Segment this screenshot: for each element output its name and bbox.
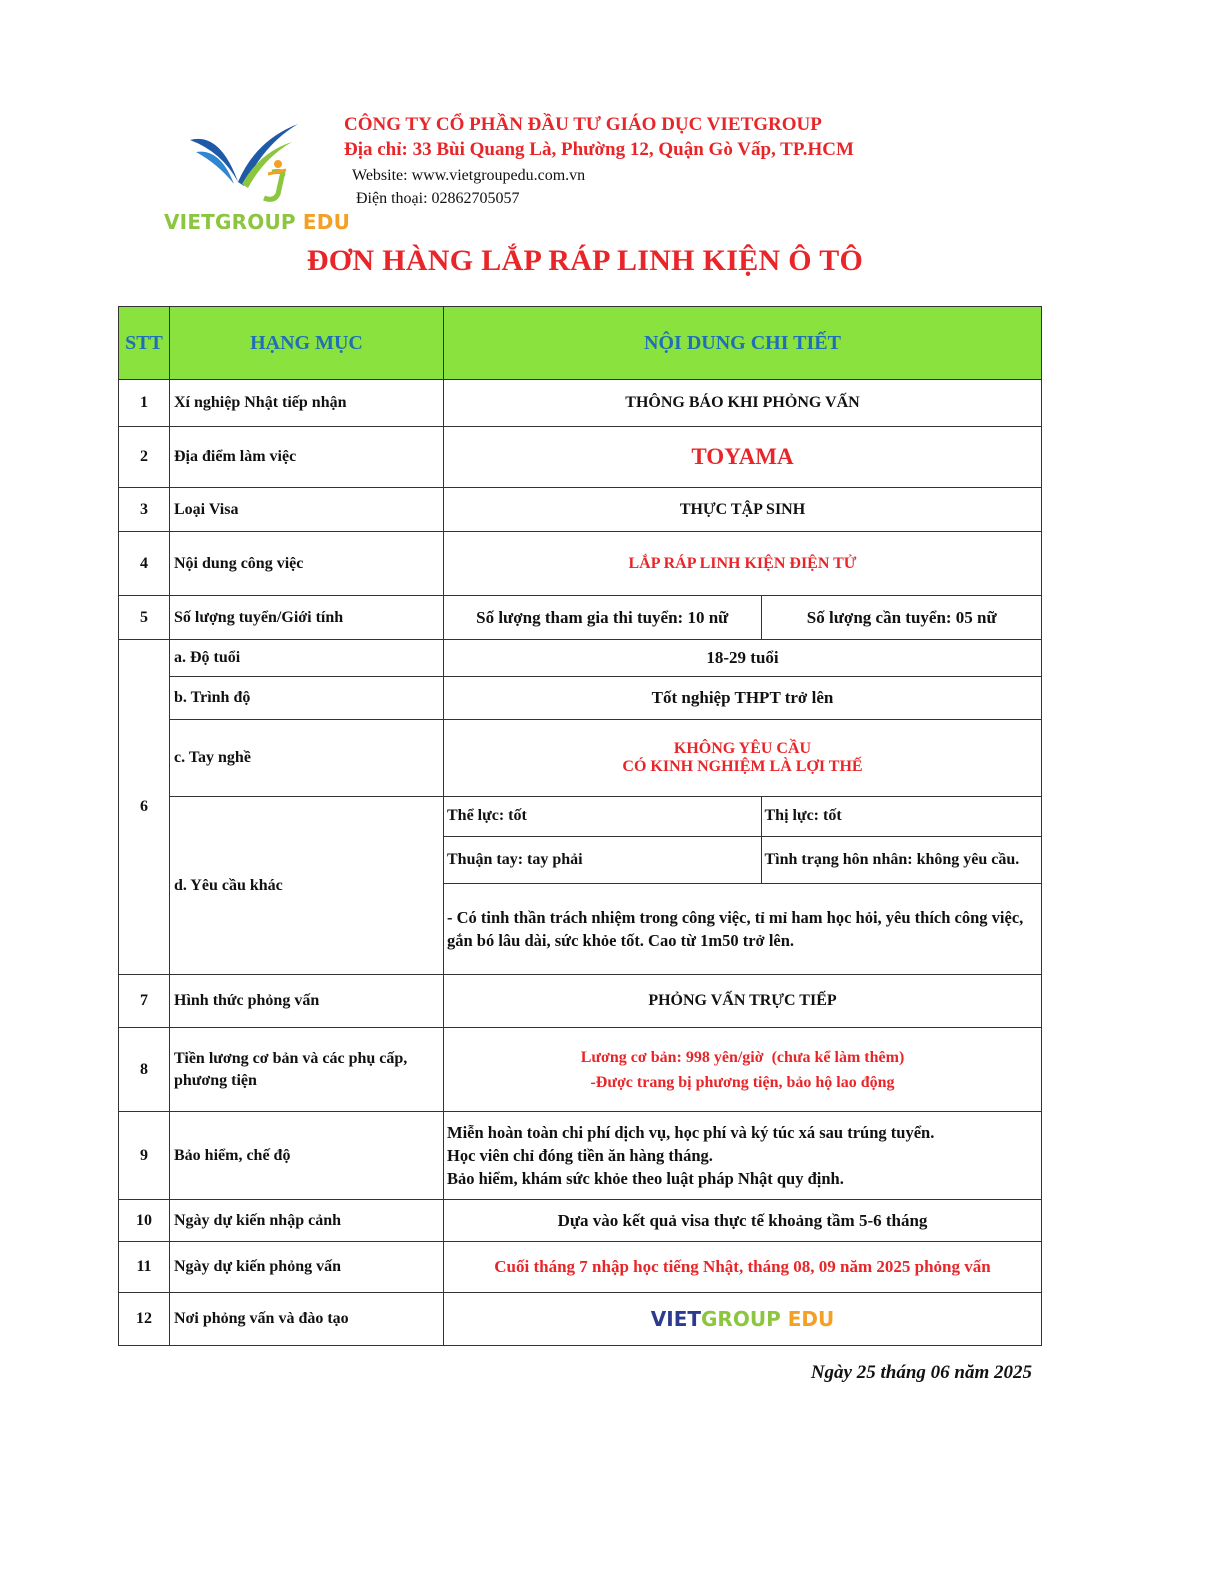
header-stt: STT: [119, 307, 170, 380]
row-number: 10: [119, 1200, 170, 1242]
salary-value: [444, 1028, 1042, 1112]
vision-requirement: Thị lực: tốt: [761, 797, 1042, 836]
handedness-requirement: Thuận tay: tay phải: [444, 836, 761, 883]
row-value: PHỎNG VẤN TRỰC TIẾP: [444, 975, 1042, 1028]
insurance-line: Miễn hoàn toàn chi phí dịch vụ, học phí và ký túc xá sau trúng tuyển.: [447, 1123, 935, 1142]
education-label: b. Trình độ: [170, 677, 444, 720]
row-label: Nội dung công việc: [170, 532, 444, 596]
company-name: CÔNG TY CỔ PHẦN ĐẦU TƯ GIÁO DỤC VIETGROUP: [344, 114, 822, 135]
skill-value-line: CÓ KINH NGHIỆM LÀ LỢI THẾ: [622, 758, 863, 775]
table-row: [119, 1242, 1042, 1293]
equipment-line: -Được trang bị phương tiện, bảo hộ lao động: [590, 1073, 895, 1091]
table-header-row: [119, 307, 1042, 380]
table-row: [119, 975, 1042, 1028]
row-label: Địa điểm làm việc: [170, 427, 444, 488]
row-value: THÔNG BÁO KHI PHỎNG VẤN: [444, 380, 1042, 427]
row-label: Loại Visa: [170, 488, 444, 532]
brand-logo-text: [444, 1293, 1042, 1346]
company-logo: [160, 112, 351, 234]
other-requirements-label: d. Yêu cầu khác: [170, 797, 444, 975]
row-number: 9: [119, 1112, 170, 1200]
table-row: [119, 488, 1042, 532]
hire-count: Số lượng cần tuyển: 05 nữ: [806, 607, 997, 627]
brand-viet: VIET: [650, 1307, 702, 1331]
row-number: 11: [119, 1242, 170, 1293]
table-row: [119, 532, 1042, 596]
row-label: Ngày dự kiến phỏng vấn: [170, 1242, 444, 1293]
table-row: [119, 797, 1042, 975]
row-value: THỰC TẬP SINH: [444, 488, 1042, 532]
marital-requirement: Tình trạng hôn nhân: không yêu cầu.: [761, 836, 1042, 883]
table-row: [119, 677, 1042, 720]
logo-text-edu: EDU: [295, 210, 351, 234]
company-phone: Điện thoại: 02862705057: [356, 190, 520, 207]
table-row: [119, 720, 1042, 797]
table-row: [119, 1112, 1042, 1200]
job-order-table: [118, 306, 1042, 1346]
education-value: Tốt nghiệp THPT trở lên: [444, 677, 1042, 720]
row-label: Hình thức phỏng vấn: [170, 975, 444, 1028]
row-label: Số lượng tuyển/Giới tính: [170, 596, 444, 640]
row-label: Xí nghiệp Nhật tiếp nhận: [170, 380, 444, 427]
logo-mark: [160, 112, 340, 202]
skill-value-line: KHÔNG YÊU CẦU: [673, 740, 812, 757]
table-row: [119, 640, 1042, 677]
table-row: [119, 427, 1042, 488]
row-number: 8: [119, 1028, 170, 1112]
physical-requirement: Thể lực: tốt: [444, 797, 761, 836]
row-number: 7: [119, 975, 170, 1028]
applicants-count: Số lượng tham gia thi tuyển: 10 nữ: [444, 596, 761, 639]
row-number: 4: [119, 532, 170, 596]
salary-line: Lương cơ bản: 998 yên/giờ (chưa kể làm thêm): [580, 1048, 905, 1066]
header-category: HẠNG MỤC: [170, 307, 444, 380]
row-label: Tiền lương cơ bản và các phụ cấp, phương tiện: [170, 1028, 444, 1112]
insurance-line: Bảo hiểm, khám sức khỏe theo luật pháp Nhật quy định.: [447, 1169, 844, 1188]
other-requirement-text: - Có tinh thần trách nhiệm trong công việc, tỉ mỉ ham học hỏi, yêu thích công việc, gắn bó lâu dài, sức khỏe tốt. Cao từ 1m50 trở lên.: [447, 907, 1024, 950]
table-row: [119, 596, 1042, 640]
other-requirements: [444, 797, 1042, 975]
table-row: [119, 380, 1042, 427]
row-value: LẮP RÁP LINH KIỆN ĐIỆN TỬ: [444, 532, 1042, 596]
brand-group: GROUP: [701, 1307, 781, 1331]
row-value-split: [444, 596, 1042, 640]
skill-value: [444, 720, 1042, 797]
insurance-line: Học viên chỉ đóng tiền ăn hàng tháng.: [447, 1146, 713, 1165]
table-row: [119, 1293, 1042, 1346]
logo-text-vietgroup: VIETGROUP: [164, 210, 296, 234]
brand-edu: EDU: [780, 1307, 835, 1331]
table-row: [119, 1200, 1042, 1242]
row-number: 5: [119, 596, 170, 640]
insurance-value: [444, 1112, 1042, 1200]
age-value: 18-29 tuổi: [444, 640, 1042, 677]
age-label: a. Độ tuổi: [170, 640, 444, 677]
company-address: Địa chỉ: 33 Bùi Quang Là, Phường 12, Quận Gò Vấp, TP.HCM: [344, 139, 854, 160]
row-label: Nơi phỏng vấn và đào tạo: [170, 1293, 444, 1346]
row-number: 12: [119, 1293, 170, 1346]
skill-label: c. Tay nghề: [170, 720, 444, 797]
row-label: Ngày dự kiến nhập cảnh: [170, 1200, 444, 1242]
company-website: Website: www.vietgroupedu.com.vn: [352, 167, 586, 184]
row-number: 6: [119, 640, 170, 975]
row-value: Dựa vào kết quả visa thực tế khoảng tầm 5-6 tháng: [444, 1200, 1042, 1242]
row-value: TOYAMA: [444, 427, 1042, 488]
document-title: ĐƠN HÀNG LẮP RÁP LINH KIỆN Ô TÔ: [306, 244, 864, 277]
row-label: Bảo hiểm, chế độ: [170, 1112, 444, 1200]
row-value: Cuối tháng 7 nhập học tiếng Nhật, tháng 08, 09 năm 2025 phỏng vấn: [444, 1242, 1042, 1293]
header-detail: NỘI DUNG CHI TIẾT: [444, 307, 1042, 380]
row-number: 1: [119, 380, 170, 427]
sign-date: Ngày 25 tháng 06 năm 2025: [810, 1362, 1032, 1383]
row-number: 3: [119, 488, 170, 532]
table-row: [119, 1028, 1042, 1112]
row-number: 2: [119, 427, 170, 488]
